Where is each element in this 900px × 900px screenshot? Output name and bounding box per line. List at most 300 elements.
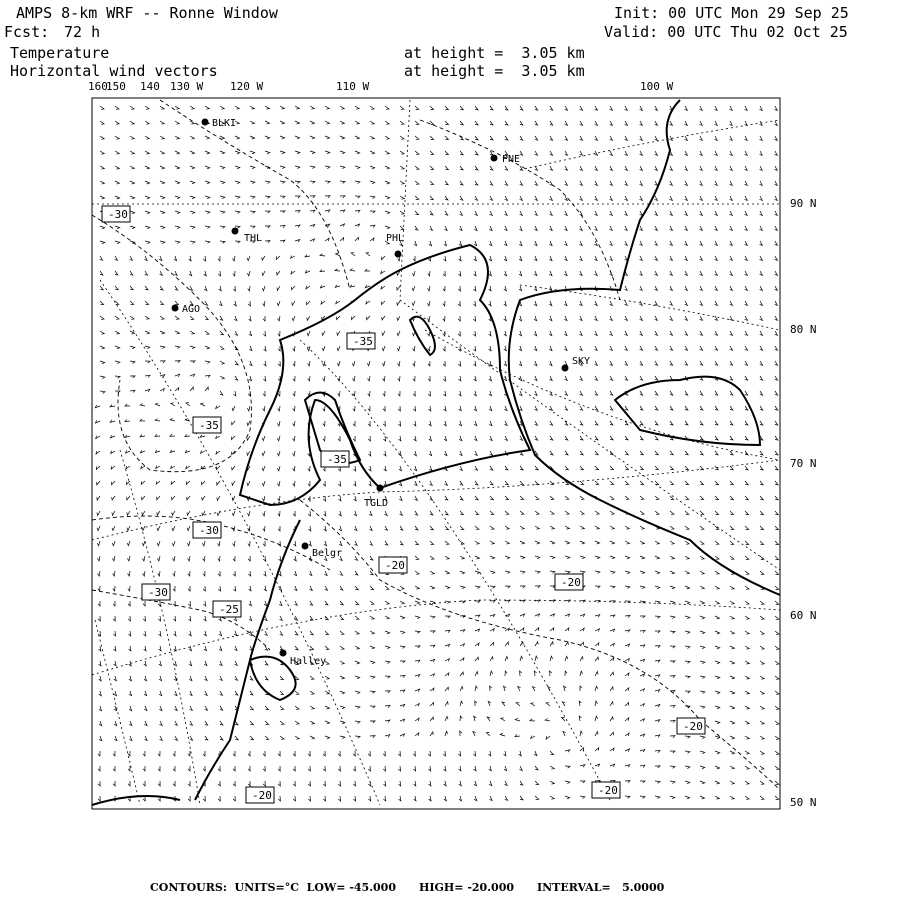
wind-barb xyxy=(579,331,582,336)
wind-barb xyxy=(745,526,749,530)
wind-barb xyxy=(203,571,205,576)
wind-barb xyxy=(310,736,315,739)
wind-barb xyxy=(143,766,145,771)
wind-barb xyxy=(160,361,165,363)
wind-barb xyxy=(655,541,659,544)
lon-label-100: 100 W xyxy=(640,80,674,93)
wind-barb xyxy=(445,121,448,125)
wind-barb xyxy=(128,616,130,621)
wind-barb xyxy=(565,571,570,573)
wind-barb xyxy=(429,451,432,456)
wind-barb xyxy=(625,586,630,588)
wind-barb xyxy=(685,211,688,215)
wind-barb xyxy=(715,691,720,694)
wind-barb xyxy=(655,226,658,230)
wind-barb xyxy=(595,541,600,544)
wind-barb xyxy=(700,736,705,739)
lat-label-90: 90 N xyxy=(790,197,817,210)
wind-barb xyxy=(534,346,537,351)
wind-barb xyxy=(475,121,478,125)
wind-barb xyxy=(489,256,492,261)
wind-barb xyxy=(235,196,240,199)
wind-barb xyxy=(715,361,718,365)
wind-barb xyxy=(730,241,733,245)
wind-barb xyxy=(531,703,535,706)
wind-barb xyxy=(519,241,522,246)
wind-barb xyxy=(247,271,250,276)
wind-barb xyxy=(460,106,463,110)
wind-barb xyxy=(475,629,480,632)
wind-barb xyxy=(745,166,748,170)
wind-barb xyxy=(100,286,103,290)
wind-barb xyxy=(110,405,115,407)
wind-barb xyxy=(114,721,117,726)
wind-barb xyxy=(340,106,344,109)
wind-barb xyxy=(564,226,567,231)
wind-barb xyxy=(293,361,295,366)
wind-barb xyxy=(295,646,298,650)
wind-barb xyxy=(595,391,598,395)
wind-barb xyxy=(520,571,525,574)
wind-barb xyxy=(235,211,240,213)
alexander-island xyxy=(615,377,760,445)
wind-barb xyxy=(370,238,374,241)
wind-barb xyxy=(415,586,419,589)
wind-barb xyxy=(444,241,447,246)
wind-barb xyxy=(580,451,583,455)
wind-barb xyxy=(445,716,448,721)
wind-barb xyxy=(546,736,550,739)
wind-barb xyxy=(130,376,135,378)
wind-barb xyxy=(565,496,569,499)
wind-barb xyxy=(595,511,599,514)
wind-barb xyxy=(155,450,160,453)
wind-barb xyxy=(655,331,658,335)
wind-barb xyxy=(610,571,615,574)
wind-barb xyxy=(370,646,375,649)
wind-barb xyxy=(640,704,644,707)
wind-barb xyxy=(550,556,555,559)
wind-barb xyxy=(505,196,508,200)
wind-barb xyxy=(760,511,763,515)
wind-barb xyxy=(445,571,450,574)
wind-barb xyxy=(474,256,477,261)
wind-barb xyxy=(428,391,430,396)
wind-barb xyxy=(519,406,522,411)
wind-barb xyxy=(382,331,385,335)
wind-barb xyxy=(460,687,463,692)
wind-barb xyxy=(549,376,552,381)
wind-barb xyxy=(502,702,505,706)
wind-barb xyxy=(156,466,160,469)
wind-barb xyxy=(173,766,175,771)
wind-barb xyxy=(760,766,764,769)
wind-barb xyxy=(368,436,370,441)
wind-barb xyxy=(264,571,266,576)
wind-barb xyxy=(429,466,432,471)
wind-barb xyxy=(700,496,704,500)
wind-barb xyxy=(700,196,703,200)
wind-barb xyxy=(366,301,370,304)
wind-barb xyxy=(204,631,207,636)
wind-barb xyxy=(550,511,554,514)
meridian-110w xyxy=(425,330,780,460)
wind-barb xyxy=(157,496,160,500)
wind-barb xyxy=(415,616,420,619)
wind-barb xyxy=(353,406,355,411)
wind-barb xyxy=(579,316,582,321)
wind-barb xyxy=(445,481,448,485)
wind-barb xyxy=(490,629,494,632)
wind-barb xyxy=(655,286,658,290)
wind-barb xyxy=(610,702,613,706)
wind-barb xyxy=(775,121,778,126)
wind-barb xyxy=(265,241,270,243)
wind-barb xyxy=(325,601,328,605)
wind-barb xyxy=(293,481,295,486)
wind-barb xyxy=(114,646,116,651)
wind-barb xyxy=(745,346,748,350)
wind-barb xyxy=(370,661,375,664)
wind-barb xyxy=(655,735,660,738)
wind-barb xyxy=(278,361,280,366)
wind-barb xyxy=(564,331,567,336)
wind-barb xyxy=(205,361,210,364)
wind-barb xyxy=(160,211,165,214)
wind-barb xyxy=(370,556,373,560)
wind-barb xyxy=(265,736,269,739)
wind-barb xyxy=(370,151,375,154)
wind-barb xyxy=(129,646,131,651)
wind-barb xyxy=(625,121,628,125)
wind-barb xyxy=(414,241,417,246)
wind-barb xyxy=(534,301,537,306)
wind-barb xyxy=(490,601,495,603)
wind-barb xyxy=(130,256,133,260)
wind-barb xyxy=(715,481,718,485)
wind-barb xyxy=(235,181,240,184)
wind-barb xyxy=(444,256,446,261)
wind-barb xyxy=(505,526,509,529)
wind-barb xyxy=(369,526,372,531)
wind-barb xyxy=(190,346,195,349)
wind-barb xyxy=(159,631,161,636)
wind-barb xyxy=(205,721,208,725)
wind-barb xyxy=(264,361,267,366)
wind-barb xyxy=(173,586,175,591)
wind-barb xyxy=(730,766,734,769)
wind-barb xyxy=(475,136,478,140)
wind-barb xyxy=(655,511,659,514)
wind-barb xyxy=(415,106,419,109)
wind-barb xyxy=(745,691,749,694)
wind-barb xyxy=(263,751,265,756)
wind-barb xyxy=(505,211,508,215)
wind-barb xyxy=(235,736,238,740)
wind-barb xyxy=(202,511,205,516)
wind-barb xyxy=(655,196,658,200)
height-label-2: at height = 3.05 km xyxy=(404,62,585,80)
wind-barb xyxy=(430,571,434,574)
wind-barb xyxy=(475,615,480,617)
wind-barb xyxy=(324,511,326,516)
wind-barb xyxy=(535,781,539,785)
wind-barb xyxy=(263,781,265,786)
wind-barb xyxy=(354,526,357,531)
wind-barb xyxy=(400,151,404,154)
wind-barb xyxy=(501,718,505,721)
wind-barb xyxy=(730,286,733,290)
wind-barb xyxy=(685,661,690,663)
wind-barb xyxy=(160,226,165,229)
wind-barb xyxy=(610,764,615,767)
contour-label-box xyxy=(592,782,620,798)
wind-barb xyxy=(249,346,252,351)
wind-barb xyxy=(640,331,643,335)
wind-barb xyxy=(595,226,598,230)
wind-barb xyxy=(504,316,507,321)
station-marker-halley xyxy=(280,650,287,657)
wind-barb xyxy=(460,166,463,170)
wind-barb xyxy=(460,211,463,215)
wind-barb xyxy=(565,211,568,215)
wind-barb xyxy=(730,796,734,799)
wind-barb xyxy=(715,421,718,425)
wind-barb xyxy=(595,629,599,632)
wind-barb xyxy=(443,271,445,276)
contour-labels xyxy=(102,206,705,803)
wind-barb xyxy=(113,751,115,756)
wind-barb xyxy=(430,211,433,215)
wind-barb xyxy=(700,586,704,589)
wind-barb xyxy=(715,706,720,709)
wind-barb xyxy=(323,406,325,411)
wind-barb xyxy=(382,316,385,320)
wind-barb xyxy=(504,751,506,756)
wind-barb xyxy=(760,796,764,799)
wind-barb xyxy=(640,765,645,767)
contour-label-box xyxy=(347,333,375,349)
wind-barb xyxy=(263,301,265,306)
wind-barb xyxy=(625,181,628,185)
wind-barb xyxy=(444,451,447,456)
wind-barb xyxy=(670,511,674,514)
wind-barb xyxy=(520,136,523,140)
wind-barb xyxy=(355,136,360,139)
wind-barb xyxy=(204,676,207,681)
wind-barb xyxy=(580,181,583,185)
wind-barb xyxy=(730,481,733,485)
wind-barb xyxy=(310,706,314,709)
wind-barb xyxy=(188,571,190,576)
wind-barb xyxy=(218,796,220,801)
wind-barb xyxy=(235,691,238,695)
wind-barb xyxy=(322,331,325,335)
wind-barb xyxy=(337,316,340,320)
wind-barb xyxy=(564,271,567,276)
wind-barb xyxy=(550,751,554,755)
lat-label-60: 60 N xyxy=(790,609,817,622)
wind-barb xyxy=(248,286,250,291)
wind-barb xyxy=(265,661,268,665)
wind-barb xyxy=(580,556,585,559)
svg-text:-30: -30 xyxy=(199,524,219,537)
wind-barb xyxy=(308,766,310,771)
wind-barb xyxy=(220,676,223,680)
wind-barb xyxy=(220,691,223,695)
wind-barb xyxy=(565,526,569,529)
wind-barb xyxy=(400,196,404,199)
wind-barb xyxy=(775,541,779,545)
wind-barb xyxy=(579,271,582,276)
wind-barb xyxy=(398,406,400,411)
wind-barb xyxy=(640,796,645,798)
wind-barb xyxy=(353,751,355,756)
wind-barb xyxy=(157,541,160,546)
wind-barb xyxy=(670,601,675,604)
wind-barb xyxy=(519,331,522,336)
wind-barb xyxy=(205,151,210,154)
wind-barb xyxy=(610,106,613,110)
wind-barb xyxy=(595,421,598,425)
wind-barb xyxy=(489,436,492,441)
wind-barb xyxy=(655,616,660,618)
wind-barb xyxy=(715,661,720,664)
wind-barb xyxy=(579,346,582,351)
wind-barb xyxy=(310,721,314,724)
wind-barb xyxy=(175,151,180,154)
wind-barb xyxy=(340,181,345,183)
wind-barb xyxy=(112,511,115,515)
wind-barb xyxy=(594,256,597,261)
wind-barb xyxy=(190,374,195,377)
wind-barb xyxy=(160,241,165,244)
wind-barb xyxy=(295,691,299,694)
wind-barb xyxy=(550,121,553,125)
wind-barb xyxy=(546,703,550,706)
wind-barb xyxy=(640,750,645,753)
wind-barb xyxy=(715,391,718,395)
wind-barb xyxy=(126,466,130,469)
wind-barb xyxy=(280,166,285,169)
wind-barb xyxy=(174,661,177,666)
wind-barb xyxy=(277,286,280,290)
wind-barb xyxy=(504,286,507,291)
wind-barb xyxy=(489,286,491,291)
wind-barb xyxy=(565,196,568,200)
wind-barb xyxy=(219,286,222,291)
wind-barb xyxy=(700,601,705,604)
wind-barb xyxy=(185,418,190,421)
wind-barb xyxy=(610,687,613,691)
wind-barb xyxy=(670,526,674,529)
wind-barb xyxy=(670,646,675,648)
wind-barb xyxy=(505,121,508,125)
wind-barb xyxy=(549,286,552,291)
wind-barb xyxy=(175,106,179,109)
wind-barb xyxy=(595,196,598,200)
wind-barb xyxy=(730,181,733,185)
wind-barb xyxy=(549,301,552,306)
wind-barb xyxy=(580,511,584,514)
wind-barb xyxy=(398,766,400,771)
station-markers xyxy=(172,119,569,657)
wind-barb xyxy=(398,376,400,381)
wind-barb xyxy=(475,526,479,529)
wind-barb xyxy=(160,166,165,169)
wind-barb xyxy=(760,451,763,455)
wind-barb xyxy=(640,226,643,230)
wind-barb xyxy=(370,706,375,708)
wind-barb xyxy=(430,481,433,485)
wind-barb xyxy=(475,586,480,588)
wind-barb xyxy=(203,796,205,801)
wind-barb xyxy=(580,136,583,140)
wind-barb xyxy=(415,496,418,500)
wind-barb xyxy=(640,451,643,455)
wind-barb xyxy=(535,421,538,425)
wind-barb xyxy=(550,136,553,140)
wind-barb xyxy=(188,601,190,606)
wind-barb xyxy=(685,751,690,753)
wind-barb xyxy=(625,703,629,706)
wind-barb xyxy=(504,686,507,691)
wind-barb xyxy=(775,301,778,305)
wind-barb xyxy=(400,719,405,722)
wind-barb xyxy=(115,301,119,304)
wind-barb xyxy=(280,225,285,227)
wind-barb xyxy=(430,541,434,544)
wind-barb xyxy=(670,121,673,125)
wind-barb xyxy=(295,225,300,227)
wind-barb xyxy=(670,451,673,455)
wind-barb xyxy=(355,196,360,198)
wind-barb xyxy=(218,541,221,546)
wind-barb xyxy=(385,151,389,154)
wind-barb xyxy=(670,631,675,633)
wind-barb xyxy=(640,526,644,529)
wind-barb xyxy=(325,210,330,213)
wind-barb xyxy=(250,121,255,124)
wind-barb xyxy=(445,586,450,589)
wind-barb xyxy=(100,271,103,275)
wind-barb xyxy=(188,796,190,801)
wind-barb xyxy=(383,421,385,426)
wind-barb xyxy=(160,196,165,199)
wind-barb xyxy=(233,256,236,261)
wind-barb xyxy=(550,796,554,799)
wind-barb xyxy=(129,706,132,711)
wind-barb xyxy=(310,616,313,620)
wind-barb xyxy=(400,676,405,678)
wind-barb xyxy=(655,466,658,470)
wind-barb xyxy=(205,331,209,334)
wind-barb xyxy=(715,556,719,559)
wind-barb xyxy=(715,121,718,125)
wind-barb xyxy=(99,676,102,681)
wind-barb xyxy=(580,571,585,573)
wind-barb xyxy=(550,196,553,200)
wind-barb xyxy=(186,481,190,484)
wind-barb xyxy=(428,406,430,411)
wind-barb xyxy=(293,376,295,381)
wind-barb xyxy=(625,286,628,290)
wind-barb xyxy=(97,541,100,546)
wind-barb xyxy=(127,526,130,531)
wind-barb xyxy=(130,361,135,363)
station-marker-sky xyxy=(562,365,569,372)
wind-barb xyxy=(220,106,224,109)
